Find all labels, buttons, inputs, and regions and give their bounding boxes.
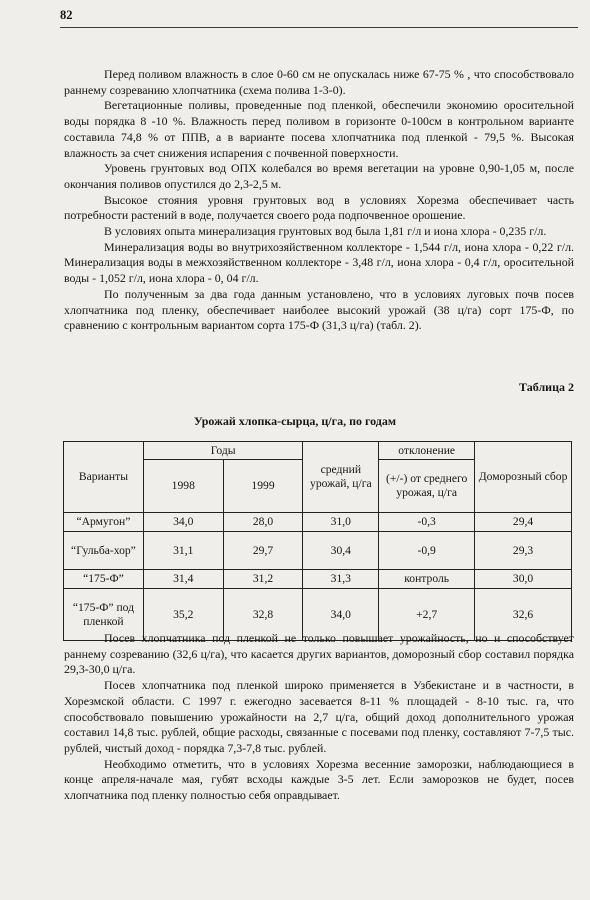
paragraph: Перед поливом влажность в слое 0-60 см не опускалась ниже 67-75 % , что способствовало раннему созреванию хлопчатника (схема полива 1-3-0). <box>64 67 574 97</box>
deviation-cell: -0,3 <box>379 513 475 532</box>
yield-1999-cell: 31,2 <box>223 570 303 589</box>
paragraph: По полученным за два года данным установлено, что в условиях луговых почв посев хлопчатника под пленку, обеспечивает наиболее высокий урожай (38 ц/га) сорт 175-Ф, по сравнению с контрольным вариантом сорта 175-Ф (31,3 ц/га) (табл. 2). <box>64 286 574 333</box>
paragraph: Высокое стояния уровня грунтовых вод в условиях Хорезма обеспечивает часть потребности растений в воде, получается своего рода подпочвенное орошение. <box>64 192 574 223</box>
deviation-cell: контроль <box>379 570 475 589</box>
paragraph: В условиях опыта минерализация грунтовых вод была 1,81 г/л и иона хлора - 0,235 г/л. <box>104 224 547 239</box>
yield-1998-cell: 31,4 <box>143 570 223 589</box>
mean-yield-cell: 34,0 <box>303 589 379 641</box>
header-deviation-sub: (+/-) от среднего урожая, ц/га <box>379 460 475 513</box>
variant-cell: “Гульба-хор” <box>64 532 144 570</box>
yield-table <box>63 441 572 641</box>
yield-1999-cell: 28,0 <box>223 513 303 532</box>
mean-yield-cell: 30,4 <box>303 532 379 570</box>
mean-yield-cell: 31,0 <box>303 513 379 532</box>
yield-1999-cell: 29,7 <box>223 532 303 570</box>
prefrost-cell: 29,4 <box>475 513 572 532</box>
header-years: Годы <box>143 442 303 460</box>
body-text-top <box>64 67 574 334</box>
paragraph: Необходимо отметить, что в условиях Хорезма весенние заморозки, наблюдающиеся в конце апреля-начале мая, губят всходы каждые 3-5 лет. Если заморозков не будет, посев хлопчатника под пленку полностью себя оправдывает. <box>64 756 574 803</box>
yield-1999-cell: 32,8 <box>223 589 303 641</box>
table-row <box>64 532 572 570</box>
header-deviation: отклонение <box>379 442 475 460</box>
mean-yield-cell: 31,3 <box>303 570 379 589</box>
paragraph: Вегетационные поливы, проведенные под пленкой, обеспечили экономию оросительной воды порядка 8 -10 %. Влажность перед поливом в горизонте 0-100см в контрольном варианте составила 74,8 % от ППВ, а в варианте посева хлопчатника под пленкой - 79,5 %. Высокая влажность за счет снижения испарения с почвенной поверхности. <box>64 98 574 160</box>
prefrost-cell: 30,0 <box>475 570 572 589</box>
header-variants: Варианты <box>64 442 144 513</box>
table-label: Таблица 2 <box>519 380 574 394</box>
body-text-bottom <box>64 631 574 804</box>
table-row <box>64 513 572 532</box>
header-prefrost-harvest: Доморозный сбор <box>475 442 572 513</box>
header-year-1998: 1998 <box>143 460 223 513</box>
deviation-cell: +2,7 <box>379 589 475 641</box>
header-year-1999: 1999 <box>223 460 303 513</box>
yield-1998-cell: 35,2 <box>143 589 223 641</box>
prefrost-cell: 32,6 <box>475 589 572 641</box>
header-mean-yield: средний урожай, ц/га <box>303 442 379 513</box>
yield-1998-cell: 31,1 <box>143 532 223 570</box>
deviation-cell: -0,9 <box>379 532 475 570</box>
yield-1998-cell: 34,0 <box>143 513 223 532</box>
table-title: Урожай хлопка-сырца, ц/га, по годам <box>193 414 397 428</box>
variant-cell: “175-Ф” под пленкой <box>64 589 144 641</box>
header-rule <box>60 27 578 28</box>
paragraph: Посев хлопчатника под пленкой не только повышает урожайность, но и способствует раннему созреванию (32,6 ц/га), что касается других вариантов, доморозный сбор составил порядка 29,3-30,0 ц/га. <box>64 631 574 677</box>
paragraph: Уровень грунтовых вод ОПХ колебался во время вегетации на уровне 0,90-1,05 м, после окончания поливов опустился до 2,3-2,5 м. <box>64 161 574 191</box>
variant-cell: “Армугон” <box>64 513 144 532</box>
page-number: 82 <box>60 8 73 22</box>
prefrost-cell: 29,3 <box>475 532 572 570</box>
paragraph: Минерализация воды во внутрихозяйственном коллекторе - 1,544 г/л, иона хлора - 0,22 г/л. Минерализация воды в межхозяйственном коллекторе - 3,48 г/л, иона хлора - 0,4 г/л, оросительной воды - 1,052 г/л, иона хлора - 0, 04 г/л. <box>64 239 574 286</box>
table-row <box>64 570 572 589</box>
paragraph: Посев хлопчатника под пленкой широко применяется в Узбекистане и в частности, в Хорезмской области. С 1997 г. ежегодно засевается 8-11 % площадей - 8-10 тыс. га, что способствовало повышению урожайности на 2,7 ц/га, общий доход дополнительного урожая составил 14,8 тыс. рублей, общие расходы, связанные с посевами под пленку, составляют 7-7,5 тыс. рублей, чистый доход - порядка 7,3-7,8 тыс. рублей. <box>64 678 574 755</box>
variant-cell: “175-Ф” <box>64 570 144 589</box>
